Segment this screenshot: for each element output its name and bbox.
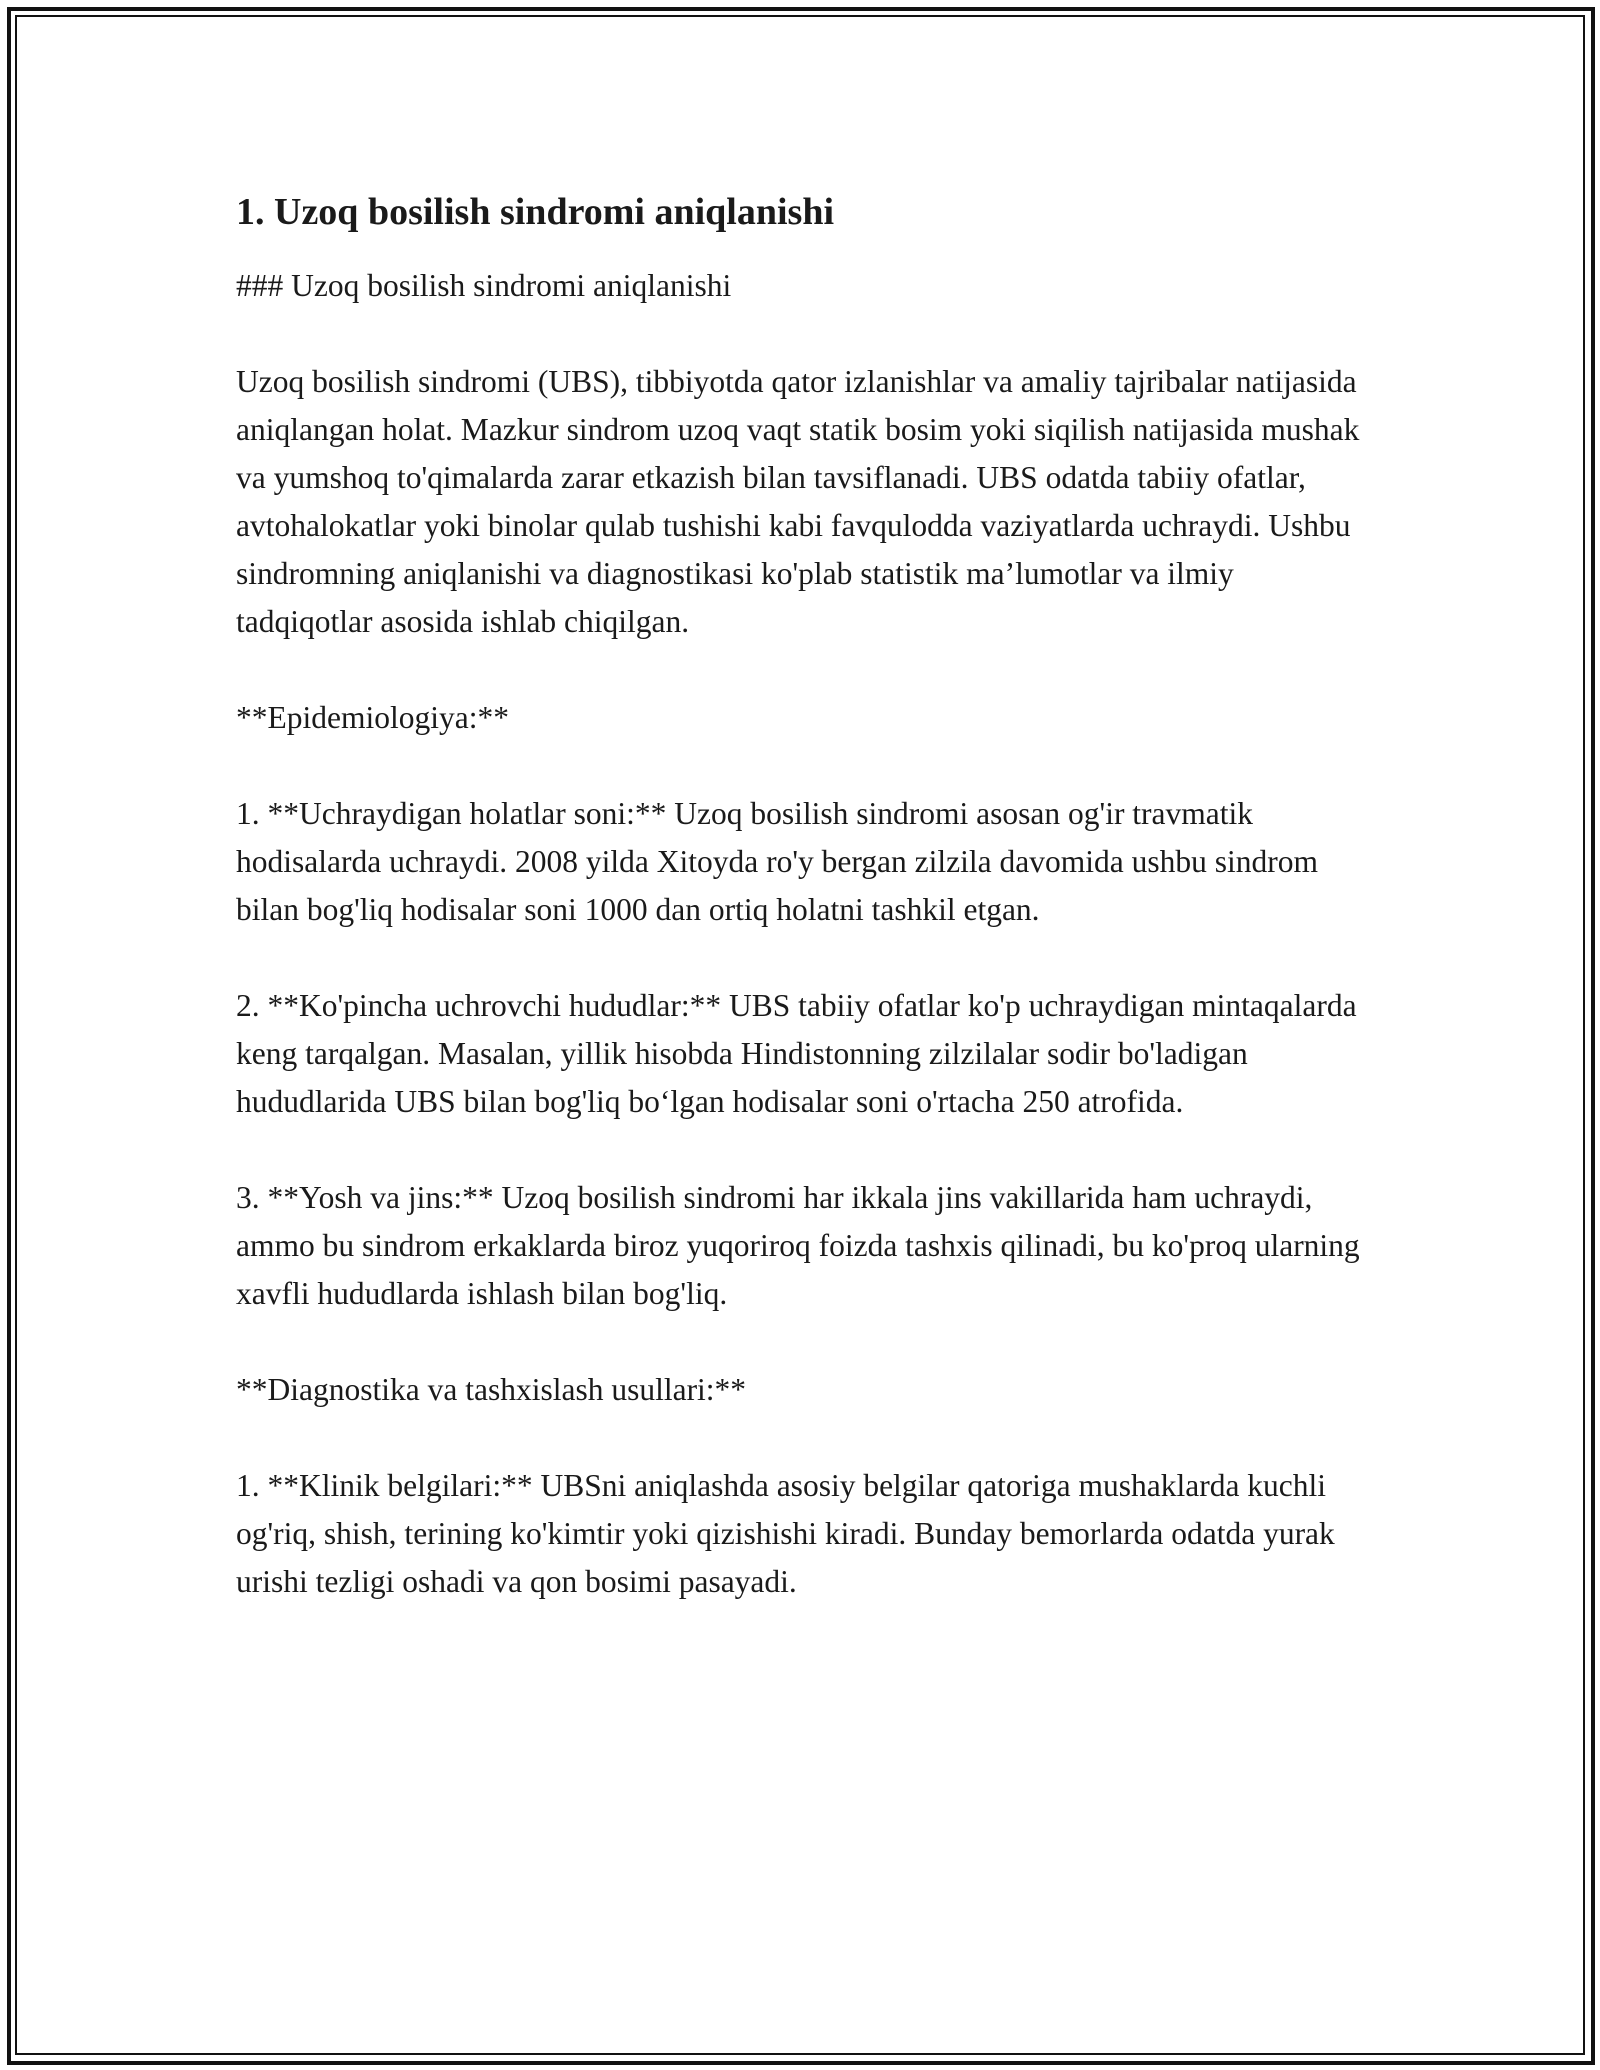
diagnostics-heading: **Diagnostika va tashxislash usullari:**: [236, 1372, 747, 1407]
document-body: [236, 186, 1366, 1606]
epidemiology-item-1: 1. **Uchraydigan holatlar soni:** Uzoq bosilish sindromi asosan og'ir travmatik hodisalarda uchraydi. 2008 yilda Xitoyda ro'y bergan zilzila davomida ushbu sindrom bilan bog'liq hodisalar soni 1000 dan ortiq holatni tashkil etgan.: [236, 796, 1318, 927]
intro-paragraph: Uzoq bosilish sindromi (UBS), tibbiyotda qator izlanishlar va amaliy tajribalar natijasida aniqlangan holat. Mazkur sindrom uzoq vaqt statik bosim yoki siqilish natijasida mushak va yumshoq to'qimalarda zarar etkazish bilan tavsiflanadi. UBS odatda tabiiy ofatlar, avtohalokatlar yoki binolar qulab tushishi kabi favqulodda vaziyatlarda uchraydi. Ushbu sindromning aniqlanishi va diagnostikasi ko'plab statistik ma’lumotlar va ilmiy tadqiqotlar asosida ishlab chiqilgan.: [236, 364, 1360, 639]
diagnostics-item-1: 1. **Klinik belgilari:** UBSni aniqlashda asosiy belgilar qatoriga mushaklarda kuchli og'riq, shish, terining ko'kimtir yoki qizishishi kiradi. Bunday bemorlarda odatda yurak urishi tezligi oshadi va qon bosimi pasayadi.: [236, 1468, 1335, 1599]
epidemiology-heading: **Epidemiologiya:**: [236, 700, 509, 735]
epidemiology-item-3: 3. **Yosh va jins:** Uzoq bosilish sindromi har ikkala jins vakillarida ham uchraydi, ammo bu sindrom erkaklarda biroz yuqoriroq foizda tashxis qilinadi, bu ko'proq ularning xavfli hududlarda ishlash bilan bog'liq.: [236, 1180, 1360, 1311]
document-title: 1. Uzoq bosilish sindromi aniqlanishi: [236, 191, 835, 233]
epidemiology-item-2: 2. **Ko'pincha uchrovchi hududlar:** UBS tabiiy ofatlar ko'p uchraydigan mintaqalarda keng tarqalgan. Masalan, yillik hisobda Hindistonning zilzilalar sodir bo'ladigan hududlarida UBS bilan bog'liq bo‘lgan hodisalar soni o'rtacha 250 atrofida.: [236, 988, 1357, 1119]
markdown-subheading: ### Uzoq bosilish sindromi aniqlanishi: [236, 268, 732, 303]
